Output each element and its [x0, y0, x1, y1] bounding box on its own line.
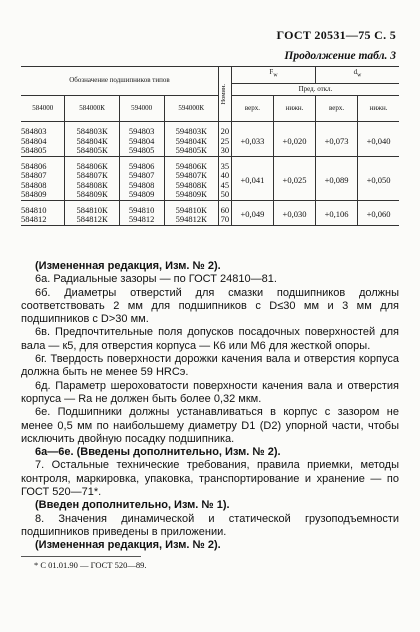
type-header-1: 584000 — [21, 96, 65, 122]
amendment-note: (Измененная редакция, Изм. № 2). — [35, 539, 221, 552]
gost-header: ГОСТ 20531—75 С. 5 — [276, 28, 396, 42]
footnote-divider — [21, 556, 141, 557]
bearing-table — [21, 66, 399, 226]
table-row: 584806 584807 584808 584809 584806К 584807К 584808К 584809К 594806 594807 594808 594809 594806К 594807К 594808К 594809К 35 40 45 50 +0,041 +0,025 +0,089 +0,050 — [21, 156, 399, 200]
document-body — [21, 260, 399, 553]
clause-6e: 6е. Подшипники должны устанавливаться в корпус с зазором не менее 0,5 мм по наибольшему диаметру D1 (D2) упорной части, чтобы исключить двойную посадку подшипника. — [21, 406, 399, 445]
limit-dw-lower: нижн. — [358, 96, 399, 122]
amendment-note: (Измененная редакция, Изм. № 2). — [35, 260, 221, 272]
limit-dw-upper: верх. — [316, 96, 358, 122]
fw-header: $F_w$ — [231, 67, 315, 84]
limit-fw-upper: верх. — [231, 96, 273, 122]
deviation-header: Пред. откл. — [231, 83, 399, 95]
clause-6v: 6в. Предпочтительные поля допусков посадочных поверхностей для вала — к5, для отверстия корпуса — К6 или М6 для жесткой опоры. — [21, 326, 399, 352]
type-header-2: 584000К — [65, 96, 119, 122]
limit-fw-lower: нижн. — [273, 96, 315, 122]
type-header-4: 594000К — [164, 96, 218, 122]
nominal-header: Номин. — [219, 83, 227, 105]
clause-8: 8. Значения динамической и статической грузоподъемности подшипников приведены в приложении. — [21, 512, 399, 538]
clause-6g: 6г. Твердость поверхности дорожки качения вала и отверстия корпуса должна быть не менее 59 HRCэ. — [21, 353, 399, 379]
designation-header: Обозначение подшипников типов — [21, 67, 218, 96]
table-row: 584810 584812 584810К 584812К 594810 594812 594810К 594812К 60 70 +0,049 +0,030 +0,106 +0,060 — [21, 200, 399, 225]
table-row: 584803 584804 584805 584803К 584804К 584805К 594803 594804 594805 594803К 594804К 594805К 20 25 30 +0,033 +0,020 +0,073 +0,040 — [21, 122, 399, 157]
clause-6a: 6а. Радиальные зазоры — по ГОСТ 24810—81. — [35, 273, 277, 286]
amendment-note: 6а—6е. (Введены дополнительно, Изм. № 2). — [35, 446, 281, 459]
amendment-note: (Введен дополнительно, Изм. № 1). — [35, 499, 230, 512]
dw-header: $d_w$ — [316, 67, 399, 84]
clause-6b: 6б. Диаметры отверстий для смазки подшипников должны соответствовать 2 мм для подшипников с D≤30 мм и 3 мм для подшипников с D>30 мм. — [21, 286, 399, 326]
footnote: * С 01.01.90 — ГОСТ 520—89. — [34, 560, 147, 570]
clause-7: 7. Остальные технические требования, правила приемки, методы контроля, маркировка, упаковка, транспортирование и хранение — по ГОСТ 520—71*. — [21, 459, 399, 499]
clause-6d: 6д. Параметр шероховатости поверхности качения вала и отверстия корпуса — Ra не должен быть более 0,32 мкм. — [21, 379, 399, 405]
table-continuation: Продолжение табл. 3 — [284, 50, 396, 62]
type-header-3: 594000 — [119, 96, 164, 122]
